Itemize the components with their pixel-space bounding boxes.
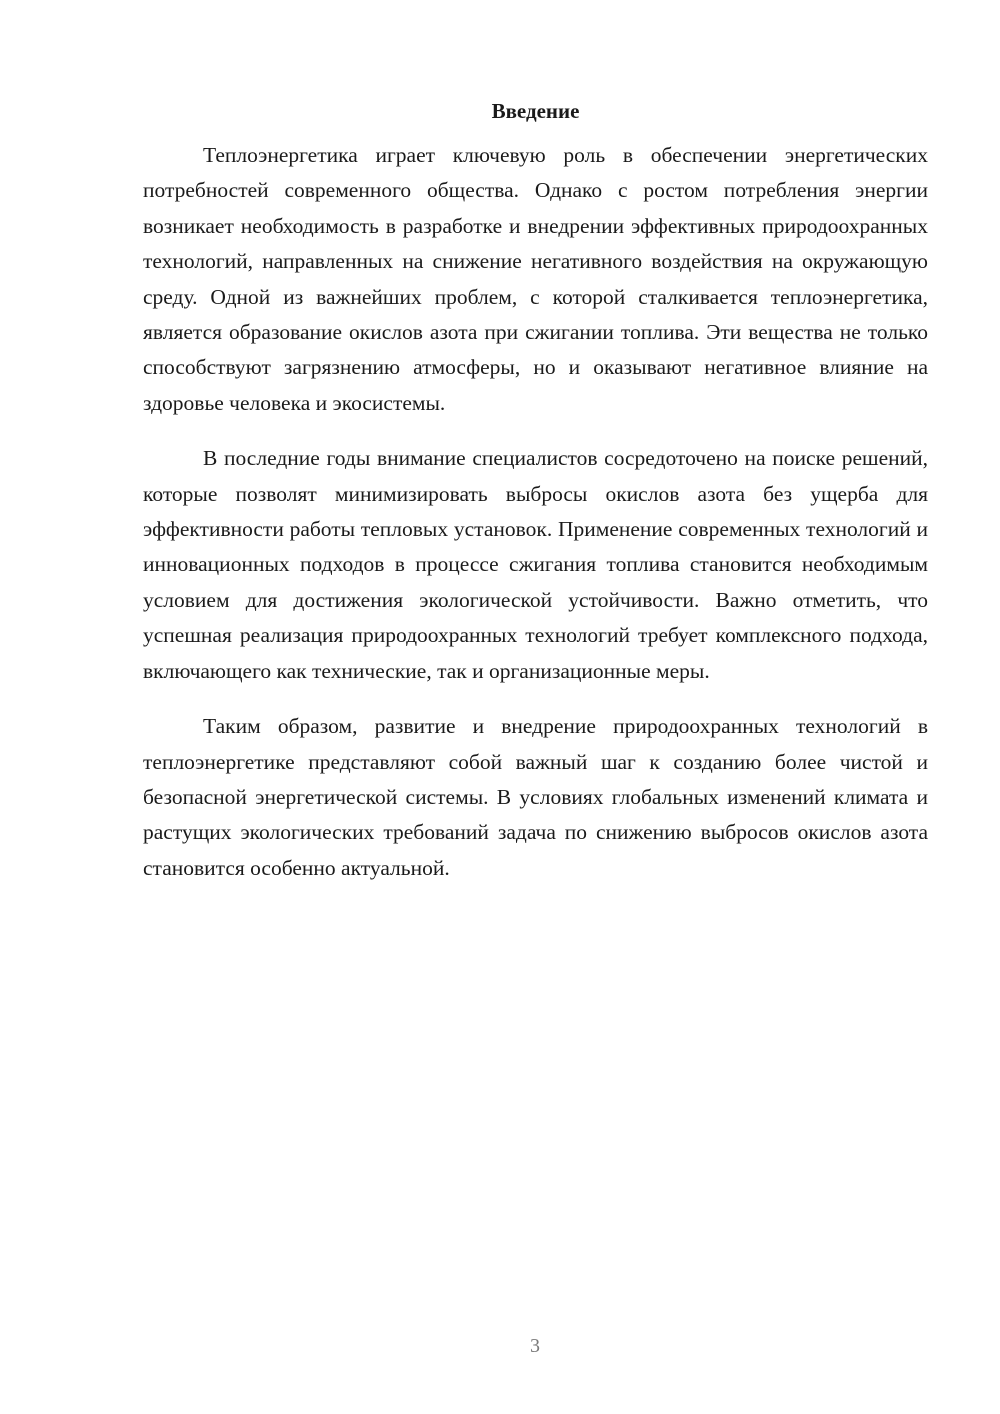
page-number: 3 <box>530 1335 540 1357</box>
page-content <box>143 96 928 886</box>
paragraph-1: Теплоэнергетика играет ключевую роль в обеспечении энергетических потребностей современного общества. Однако с ростом потребления энергии возникает необходимость в разработке и внедрении эффективных природоохранных технологий, направленных на снижение негативного воздействия на окружающую среду. Одной из важнейших проблем, с которой сталкивается теплоэнергетика, является образование окислов азота при сжигании топлива. Эти вещества не только способствуют загрязнению атмосферы, но и оказывают негативное влияние на здоровье человека и экосистемы. <box>143 143 928 415</box>
paragraph-2: В последние годы внимание специалистов сосредоточено на поиске решений, которые позволят минимизировать выбросы окислов азота без ущерба для эффективности работы тепловых установок. Применение современных технологий и инновационных подходов в процессе сжигания топлива становится необходимым условием для достижения экологической устойчивости. Важно отметить, что успешная реализация природоохранных технологий требует комплексного подхода, включающего как технические, так и организационные меры. <box>143 446 928 683</box>
section-title: Введение <box>491 99 580 123</box>
paragraph-3: Таким образом, развитие и внедрение природоохранных технологий в теплоэнергетике представляют собой важный шаг к созданию более чистой и безопасной энергетической системы. В условиях глобальных изменений климата и растущих экологических требований задача по снижению выбросов окислов азота становится особенно актуальной. <box>143 714 928 880</box>
